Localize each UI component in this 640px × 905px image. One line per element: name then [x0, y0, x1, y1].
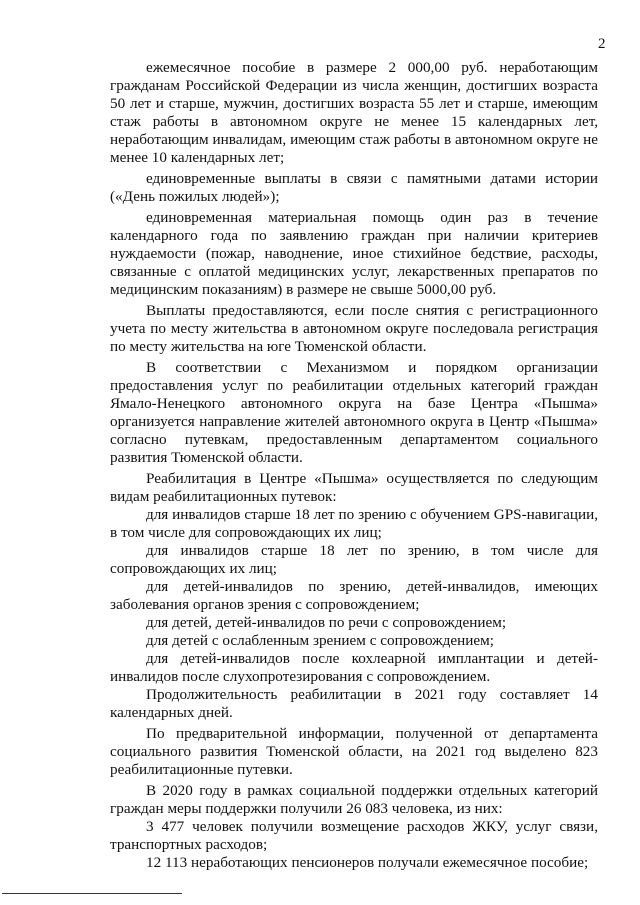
paragraph: 3 477 человек получили возмещение расходов ЖКУ, услуг связи, транспортных расходов;	[110, 818, 598, 853]
paragraph: Реабилитация в Центре «Пышма» осуществляется по следующим видам реабилитационных путевок:	[110, 470, 598, 505]
paragraph: для детей-инвалидов после кохлеарной имплантации и детей-инвалидов после слухопротезирования с сопровождением.	[110, 650, 598, 685]
paragraph: для детей-инвалидов по зрению, детей-инвалидов, имеющих заболевания органов зрения с сопровождением;	[110, 578, 598, 613]
paragraph: Выплаты предоставляются, если после снятия с регистрационного учета по месту жительства в автономном округе последовала регистрация по месту жительства на юге Тюменской области.	[110, 302, 598, 355]
paragraph: для детей, детей-инвалидов по речи с сопровождением;	[146, 614, 507, 631]
footer-divider	[2, 893, 182, 894]
paragraph: Продолжительность реабилитации в 2021 году составляет 14 календарных дней.	[110, 686, 598, 721]
paragraph: единовременная материальная помощь один раз в течение календарного года по заявлению граждан при наличии критериев нуждаемости (пожар, наводнение, иное стихийное бедствие, расходы, связанные с оплатой медицинских услуг, лекарственных препаратов по медицинским показаниям) в размере не свыше 5000,00 руб.	[110, 209, 598, 298]
paragraph: для детей с ослабленным зрением с сопровождением;	[146, 632, 494, 649]
page-body	[110, 59, 598, 872]
paragraph: В 2020 году в рамках социальной поддержки отдельных категорий граждан меры поддержки получили 26 083 человека, из них:	[110, 782, 598, 817]
paragraph: В соответствии с Механизмом и порядком организации предоставления услуг по реабилитации отдельных категорий граждан Ямало-Ненецкого автономного округа на базе Центра «Пышма» организуется направление жителей автономного округа в Центр «Пышма» согласно путевкам, предоставленным департаментом социального развития Тюменской области.	[110, 359, 598, 466]
paragraph: для инвалидов старше 18 лет по зрению, в том числе для сопровождающих их лиц;	[110, 542, 598, 577]
paragraph: По предварительной информации, полученной от департамента социального развития Тюменской области, на 2021 год выделено 823 реабилитационные путевки.	[110, 725, 598, 778]
page-number: 2	[598, 36, 606, 52]
paragraph: ежемесячное пособие в размере 2 000,00 руб. неработающим гражданам Российской Федерации из числа женщин, достигших возраста 50 лет и старше, мужчин, достигших возраста 55 лет и старше, имеющим стаж работы в автономном округе не менее 15 календарных лет, неработающим инвалидам, имеющим стаж работы в автономном округе не менее 10 календарных лет;	[110, 59, 598, 166]
paragraph: для инвалидов старше 18 лет по зрению с обучением GPS-навигации, в том числе для сопровождающих их лиц;	[110, 506, 598, 541]
paragraph: единовременные выплаты в связи с памятными датами истории («День пожилых людей»);	[110, 170, 598, 205]
paragraph: 12 113 неработающих пенсионеров получали ежемесячное пособие;	[146, 854, 589, 871]
